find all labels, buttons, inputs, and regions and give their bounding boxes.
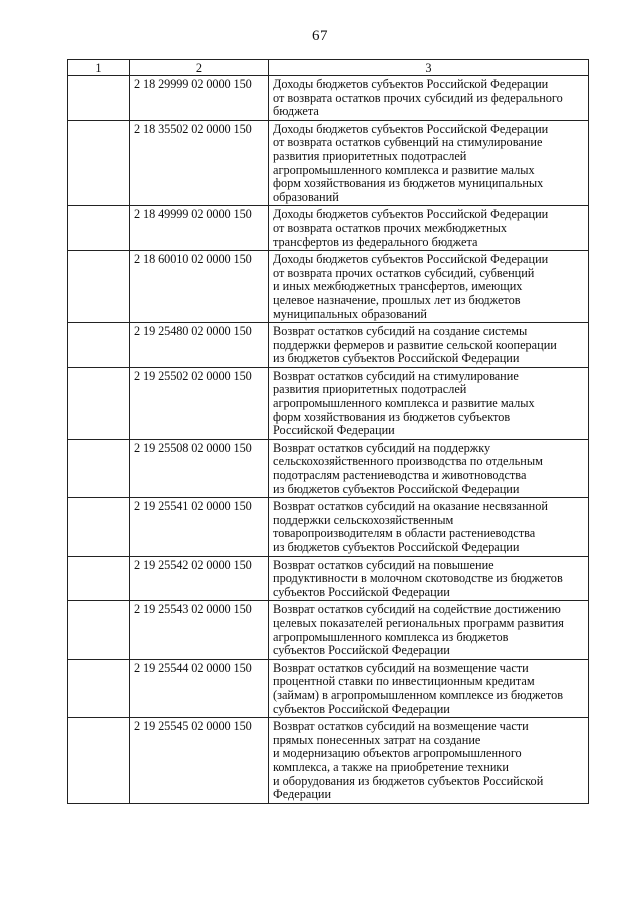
row-column-1-cell: [68, 367, 130, 439]
table-header-row: [68, 60, 589, 76]
table-row: [68, 367, 589, 439]
table-row: [68, 76, 589, 121]
table-row: [68, 718, 589, 804]
column-header-3: 3: [269, 60, 589, 76]
column-header-2: 2: [130, 60, 269, 76]
income-description-cell: Возврат остатков субсидий на возмещение части прямых понесенных затрат на создание и модернизацию объектов агропромышленного комплекса, а также на приобретение техники и оборудования из бюджетов субъектов Российской Федерации: [269, 718, 589, 804]
row-column-1-cell: [68, 323, 130, 368]
row-column-1-cell: [68, 659, 130, 717]
budget-code-cell: 2 19 25480 02 0000 150: [130, 323, 269, 368]
income-description-cell: Доходы бюджетов субъектов Российской Федерации от возврата остатков прочих субсидий из федерального бюджета: [269, 76, 589, 121]
budget-code-cell: 2 19 25541 02 0000 150: [130, 498, 269, 556]
budget-code-cell: 2 19 25508 02 0000 150: [130, 439, 269, 497]
table-row: [68, 601, 589, 659]
income-description-cell: Доходы бюджетов субъектов Российской Федерации от возврата остатков субвенций на стимулирование развития приоритетных подотраслей агропромышленного комплекса и развитие малых форм хозяйствования из бюджетов муниципальных образований: [269, 120, 589, 206]
budget-code-cell: 2 19 25502 02 0000 150: [130, 367, 269, 439]
income-description-cell: Возврат остатков субсидий на стимулирование развития приоритетных подотраслей агропромышленного комплекса и развитие малых форм хозяйствования из бюджетов субъектов Российской Федерации: [269, 367, 589, 439]
table-row: [68, 206, 589, 251]
budget-code-cell: 2 19 25543 02 0000 150: [130, 601, 269, 659]
income-description-cell: Доходы бюджетов субъектов Российской Федерации от возврата остатков прочих межбюджетных трансфертов из федерального бюджета: [269, 206, 589, 251]
budget-code-cell: 2 19 25542 02 0000 150: [130, 556, 269, 601]
row-column-1-cell: [68, 439, 130, 497]
budget-code-cell: 2 19 25544 02 0000 150: [130, 659, 269, 717]
budget-code-cell: 2 18 60010 02 0000 150: [130, 251, 269, 323]
income-description-cell: Возврат остатков субсидий на поддержку сельскохозяйственного производства по отдельным подотраслям растениеводства и животноводства из бюджетов субъектов Российской Федерации: [269, 439, 589, 497]
budget-code-table: [67, 59, 589, 804]
table-row: [68, 659, 589, 717]
table-row: [68, 120, 589, 206]
row-column-1-cell: [68, 498, 130, 556]
income-description-cell: Доходы бюджетов субъектов Российской Федерации от возврата прочих остатков субсидий, субвенций и иных межбюджетных трансфертов, имеющих целевое назначение, прошлых лет из бюджетов муниципальных образований: [269, 251, 589, 323]
income-description-cell: Возврат остатков субсидий на создание системы поддержки фермеров и развитие сельской кооперации из бюджетов субъектов Российской Федерации: [269, 323, 589, 368]
row-column-1-cell: [68, 601, 130, 659]
row-column-1-cell: [68, 120, 130, 206]
table-row: [68, 498, 589, 556]
budget-code-cell: 2 18 29999 02 0000 150: [130, 76, 269, 121]
table-row: [68, 556, 589, 601]
table-row: [68, 439, 589, 497]
row-column-1-cell: [68, 76, 130, 121]
income-description-cell: Возврат остатков субсидий на повышение продуктивности в молочном скотоводстве из бюджетов субъектов Российской Федерации: [269, 556, 589, 601]
row-column-1-cell: [68, 556, 130, 601]
income-description-cell: Возврат остатков субсидий на оказание несвязанной поддержки сельскохозяйственным товаропроизводителям в области растениеводства из бюджетов субъектов Российской Федерации: [269, 498, 589, 556]
budget-code-cell: 2 18 49999 02 0000 150: [130, 206, 269, 251]
budget-code-cell: 2 19 25545 02 0000 150: [130, 718, 269, 804]
table-row: [68, 251, 589, 323]
column-header-1: 1: [68, 60, 130, 76]
row-column-1-cell: [68, 718, 130, 804]
income-description-cell: Возврат остатков субсидий на возмещение части процентной ставки по инвестиционным кредитам (займам) в агропромышленном комплексе из бюджетов субъектов Российской Федерации: [269, 659, 589, 717]
table-row: [68, 323, 589, 368]
page-number: 67: [312, 28, 328, 44]
budget-code-cell: 2 18 35502 02 0000 150: [130, 120, 269, 206]
row-column-1-cell: [68, 206, 130, 251]
row-column-1-cell: [68, 251, 130, 323]
income-description-cell: Возврат остатков субсидий на содействие достижению целевых показателей региональных программ развития агропромышленного комплекса из бюджетов субъектов Российской Федерации: [269, 601, 589, 659]
